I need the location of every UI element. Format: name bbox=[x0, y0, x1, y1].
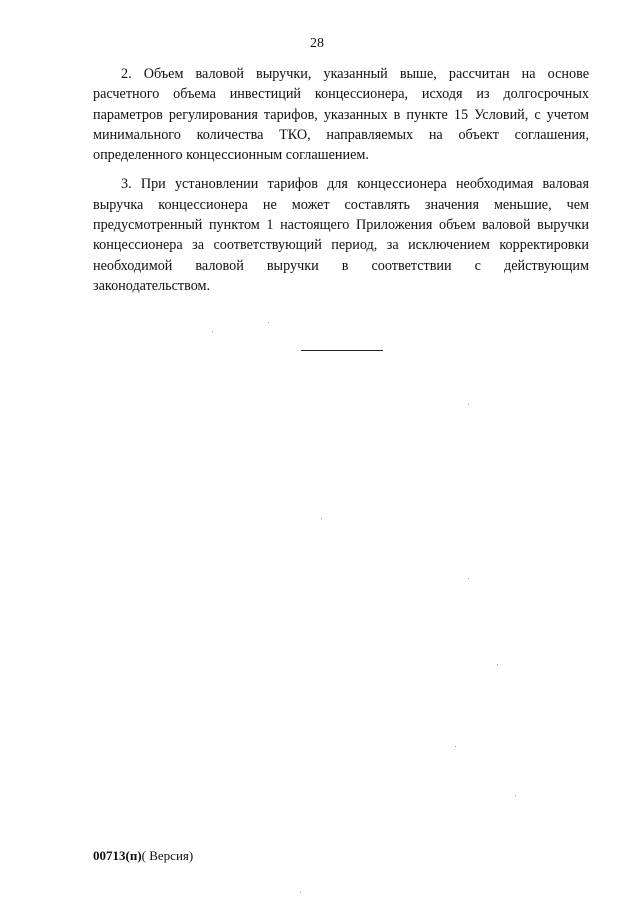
scan-speck bbox=[497, 664, 498, 665]
footer-document-code bbox=[93, 848, 193, 864]
scan-speck bbox=[268, 322, 269, 323]
paragraph-2: 2. Объем валовой выручки, указанный выше, рассчитан на основе расчетного объема инвестиций концессионера, исходя из долгосрочных параметров регулирования тарифов, указанных в пункте 15 Условий, с учетом минимального количества ТКО, направляемых на объект соглашения, определенного концессионным соглашением. bbox=[93, 66, 589, 164]
scan-speck bbox=[300, 892, 301, 893]
scan-speck bbox=[468, 578, 469, 579]
scan-speck bbox=[515, 795, 516, 796]
footer-version: ( Версия) bbox=[141, 848, 194, 863]
scan-speck bbox=[468, 404, 469, 405]
scan-speck bbox=[455, 746, 456, 747]
end-separator-line bbox=[301, 350, 383, 351]
paragraph-3: 3. При установлении тарифов для концессионера необходимая валовая выручка концессионера не может составлять значения меньшие, чем предусмотренный пунктом 1 настоящего Приложения объем валовой выручки концессионера за соответствующий период, за исключением корректировки необходимой валовой выручки в соответствии с действующим законодательством. bbox=[93, 176, 589, 294]
page-number: 28 bbox=[310, 36, 324, 51]
footer-code: 00713(п) bbox=[93, 848, 142, 863]
document-body bbox=[93, 64, 589, 305]
scan-speck bbox=[212, 331, 213, 332]
scan-speck bbox=[321, 518, 322, 519]
